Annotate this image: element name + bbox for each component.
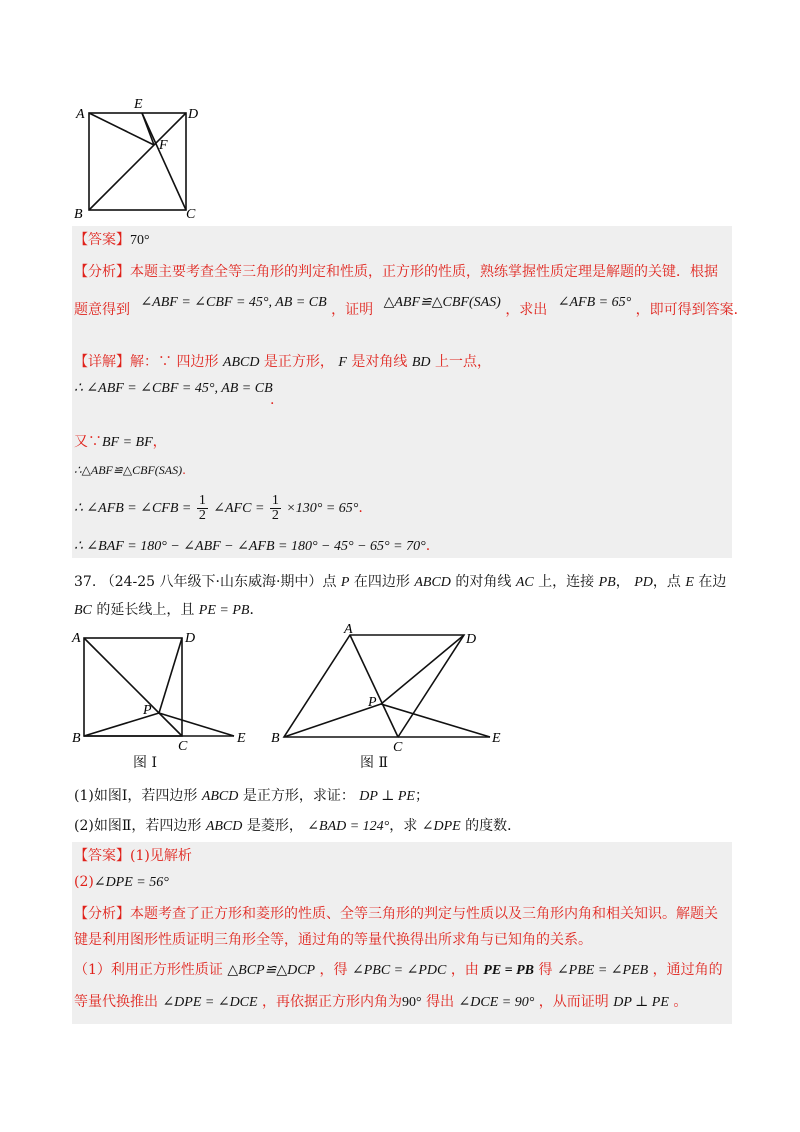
detail-math-line4: ∴△ABF≌△CBF(SAS) <box>74 463 183 477</box>
detail-math-line5b: ∠AFC = <box>213 501 265 516</box>
prev-detail-line3 <box>74 432 167 453</box>
prev-detail-line5 <box>74 492 363 525</box>
stem-text: ，点 <box>652 574 681 590</box>
detail-line2-dot: . <box>270 392 275 408</box>
detail-line6-dot: . <box>425 538 431 554</box>
stem-text: ， <box>615 574 630 590</box>
analysis-math: ∠PBE = ∠PEB <box>556 963 649 978</box>
segment-pd <box>159 638 182 713</box>
analysis-text2a: 题意得到 <box>74 302 130 318</box>
figure-2 <box>268 624 508 774</box>
answer37-line2 <box>74 872 169 893</box>
answer37-analysis-line1 <box>74 904 718 924</box>
analysis-text: （1）利用正方形性质证 <box>74 962 223 978</box>
prev-analysis-line1 <box>74 262 718 282</box>
stem-text: ． <box>249 602 264 618</box>
figure-1-svg <box>70 630 260 770</box>
prev-answer-line <box>74 230 150 251</box>
detail-text1a: 解：∵ 四边形 <box>130 354 219 370</box>
analysis-text: 得出 <box>426 994 455 1010</box>
detail-text3b: ， <box>152 434 167 450</box>
detail-text1b: 是正方形， <box>263 354 334 370</box>
analysis-text2: 键是利用图形性质证明三角形全等，通过角的等量代换得出所求角与已知角的关系。 <box>74 932 592 948</box>
figure-square-top-svg <box>70 94 210 222</box>
prev-detail-line1 <box>74 352 491 373</box>
detail-math-line5a: ∴ ∠AFB = ∠CFB = <box>74 501 192 516</box>
segment-pd <box>381 635 464 704</box>
question-2 <box>74 816 521 837</box>
segment-ce <box>142 113 186 210</box>
detail-math-line6: ∴ ∠BAF = 180° − ∠ABF − ∠AFB = 180° − 45° − 65° = 70° <box>74 539 426 554</box>
prev-detail-line6 <box>74 536 430 557</box>
fraction-half-2 <box>270 494 281 523</box>
analysis-text2c: ，求出 <box>505 302 548 318</box>
stem-text: 上，连接 <box>538 574 595 590</box>
label-c: C <box>186 207 196 222</box>
label-a: A <box>72 631 81 646</box>
fraction-denominator: 2 <box>198 507 206 523</box>
problem37-stem-line1 <box>74 572 726 593</box>
detail-text1c: 是对角线 <box>351 354 408 370</box>
answer37-analysis-line4 <box>74 992 687 1013</box>
question-text: 是正方形，求证： <box>242 788 355 804</box>
segment-pe <box>381 704 490 737</box>
label-c: C <box>178 739 188 754</box>
question-text: ； <box>414 788 429 804</box>
question-text: 是菱形， <box>246 818 303 834</box>
analysis-math: ∠PBC = ∠PDC <box>352 963 447 978</box>
question-text: (1)如图Ⅰ，若四边形 <box>74 788 198 804</box>
detail-line4-dot: . <box>182 463 186 477</box>
diagonal-ac <box>350 635 398 737</box>
label-b: B <box>271 731 280 746</box>
question-math: ∠DPE <box>421 819 461 834</box>
analysis-math: DP ⊥ PE <box>613 995 669 1010</box>
analysis-text: ，得 <box>319 962 348 978</box>
answer-tag: 【答案】 <box>74 232 130 248</box>
label-e: E <box>237 731 246 746</box>
analysis-text: 。 <box>673 994 688 1010</box>
problem-number: 37. <box>74 574 97 590</box>
analysis-text2b: ，证明 <box>331 302 374 318</box>
figure-2-svg <box>268 624 508 774</box>
stem-math-bc: BC <box>74 603 92 618</box>
diagonal-bd <box>89 113 186 210</box>
figure-1-caption: 图 Ⅰ <box>133 755 157 771</box>
analysis-text: 得 <box>538 962 553 978</box>
stem-math-p: P <box>340 575 350 590</box>
prev-detail-line2 <box>74 378 273 399</box>
stem-math-pb: PB <box>598 575 616 590</box>
label-b: B <box>74 207 83 222</box>
stem-math-pe-pb: PE = PB <box>198 603 250 618</box>
analysis-math: PE = PB <box>483 963 535 978</box>
fraction-numerator: 1 <box>271 492 279 508</box>
analysis-math3: ∠AFB = 65° <box>557 295 632 310</box>
fraction-numerator: 1 <box>198 492 206 508</box>
stem-math-abcd: ABCD <box>414 575 451 590</box>
analysis-text: 等量代换推出 <box>74 994 158 1010</box>
analysis-text: ，由 <box>450 962 479 978</box>
label-p: P <box>143 703 152 718</box>
segment-pb <box>284 704 381 737</box>
label-a: A <box>76 107 85 122</box>
analysis-text: ，从而证明 <box>538 994 609 1010</box>
figure-square-top <box>70 94 210 222</box>
analysis-text1: 本题考查了正方形和菱形的性质、全等三角形的判定与性质以及三角形内角和相关知识。解题关 <box>130 906 718 922</box>
analysis-tag: 【分析】 <box>74 906 130 922</box>
stem-text: 的延长线上，且 <box>96 602 195 618</box>
label-d: D <box>185 631 196 646</box>
analysis-math: 90° <box>402 995 422 1010</box>
question-text: ，求 <box>389 818 418 834</box>
answer-value: 70° <box>130 233 150 248</box>
label-a: A <box>344 624 353 637</box>
analysis-math2: △ABF≌△CBF(SAS) <box>383 295 501 310</box>
question-math: ABCD <box>205 819 243 834</box>
stem-text: 点 <box>322 574 337 590</box>
figure-2-caption: 图 Ⅱ <box>360 755 388 771</box>
label-e: E <box>492 731 501 746</box>
detail-tag: 【详解】 <box>74 354 130 370</box>
label-d: D <box>188 107 199 122</box>
question-text: (2)如图Ⅱ，若四边形 <box>74 818 202 834</box>
stem-text: 在边 <box>698 574 727 590</box>
problem37-stem-line2 <box>74 600 263 621</box>
analysis-text1: 本题主要考查全等三角形的判定和性质，正方形的性质，熟练掌握性质定理是解题的关键．根据 <box>130 264 718 280</box>
stem-math-e: E <box>685 575 694 590</box>
stem-math-ac: AC <box>515 575 534 590</box>
fraction-denominator: 2 <box>271 507 279 523</box>
detail-math-line5c: ×130° = 65° <box>286 501 359 516</box>
question-math: ABCD <box>201 789 239 804</box>
prev-detail-line4 <box>74 460 186 480</box>
detail-text3a: 又∵ <box>74 434 102 450</box>
detail-line5-dot: . <box>358 500 363 516</box>
analysis-text: ，再依据正方形内角为 <box>262 994 403 1010</box>
label-b: B <box>72 731 81 746</box>
analysis-math: △BCP≌△DCP <box>227 963 316 978</box>
fraction-half-1 <box>197 494 208 523</box>
analysis-text: ，通过角的 <box>652 962 723 978</box>
answer37-analysis-line3 <box>74 960 723 981</box>
detail-math3: BD <box>411 355 431 370</box>
answer-part2-label: (2) <box>74 874 94 890</box>
problem-source: （24-25 八年级下·山东威海·期中） <box>100 574 323 590</box>
detail-text1d: 上一点， <box>434 354 491 370</box>
label-e: E <box>134 97 143 112</box>
analysis-math: ∠DPE = ∠DCE <box>162 995 258 1010</box>
answer-part2-math: ∠DPE = 56° <box>93 875 169 890</box>
stem-math-pd: PD <box>634 575 653 590</box>
analysis-math: ∠DCE = 90° <box>458 995 535 1010</box>
analysis-tag: 【分析】 <box>74 264 130 280</box>
label-p: P <box>368 695 377 710</box>
question-math: DP ⊥ PE <box>359 789 415 804</box>
detail-math-line3: BF = BF <box>102 435 153 450</box>
stem-text: 在四边形 <box>353 574 410 590</box>
analysis-text2d: ，即可得到答案． <box>635 302 748 318</box>
analysis-math1: ∠ABF = ∠CBF = 45°, AB = CB <box>140 295 327 310</box>
detail-math-line2: ∴ ∠ABF = ∠CBF = 45°, AB = CB <box>74 381 273 396</box>
answer37-line1 <box>74 846 192 866</box>
question-1 <box>74 786 429 807</box>
label-d: D <box>466 632 477 647</box>
answer37-analysis-line2 <box>74 930 592 950</box>
label-f: F <box>159 138 168 153</box>
figure-1 <box>70 630 260 770</box>
stem-text: 的对角线 <box>455 574 512 590</box>
answer-part1: (1)见解析 <box>130 848 192 864</box>
question-text: 的度数． <box>465 818 522 834</box>
answer-tag: 【答案】 <box>74 848 130 864</box>
question-math: ∠BAD = 124° <box>307 819 390 834</box>
prev-analysis-line2 <box>74 295 748 321</box>
label-c: C <box>393 740 403 755</box>
detail-math2: F <box>338 355 347 370</box>
detail-math1: ABCD <box>222 355 260 370</box>
